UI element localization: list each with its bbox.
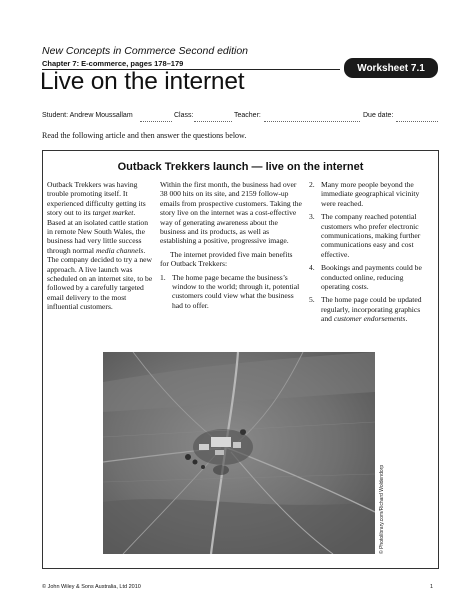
chapter-reference: Chapter 7: E-commerce, pages 178–179 [42, 59, 184, 68]
article-title: Outback Trekkers launch — live on the internet [117, 161, 364, 173]
due-date-field-line[interactable] [396, 121, 438, 122]
class-field-line[interactable] [194, 121, 232, 122]
student-field-line[interactable] [140, 121, 172, 122]
due-date-field-label: Due date: [363, 112, 394, 119]
article-column-2 [160, 180, 302, 314]
paragraph: Within the first month, the business had over 38 000 hits on its site, and 2159 follow-up emails from prospective customers. Taking the story live on the internet was a cost-effective way of generating awareness about the business and its products, as well as establishing a positive, progressive image. [160, 180, 302, 246]
teacher-field-label: Teacher: [234, 112, 261, 119]
student-details-row [42, 112, 438, 124]
article-column-3 [309, 180, 433, 328]
series-title: New Concepts in Commerce Second edition [42, 45, 249, 57]
aerial-photo-cattle-station [103, 352, 375, 554]
footer-copyright: © John Wiley & Sons Australia, Ltd 2010 [42, 584, 141, 590]
student-field-label: Student: Andrew Moussallam [42, 112, 133, 119]
paragraph: The internet provided five main benefits for Outback Trekkers: [160, 249, 293, 269]
worksheet-badge: Worksheet 7.1 [344, 58, 438, 78]
class-field-label: Class: [174, 112, 194, 119]
list-item: 4. Bookings and payments could be conducted online, reducing operating costs. [309, 263, 422, 292]
teacher-field-line[interactable] [264, 121, 360, 122]
instructions: Read the following article and then answer the questions below. [42, 131, 247, 140]
page-number: 1 [430, 584, 434, 590]
list-item: 1. The home page became the business’s window to the world; through it, potential customers could view what the business had to offer. [160, 272, 300, 310]
paragraph: Outback Trekkers was having trouble promoting itself. It experienced difficulty getting its story out to its target market. Based at an isolated cattle station in remote New South Wales, the business had very little success through normal media channels. The company decided to try a new approach. A live launch was scheduled on an internet site, to be followed by a carefully targeted email delivery to the most influential customers. [47, 180, 153, 312]
list-item: 5. The home page could be updated regularly, incorporating graphics and customer endorsements. [309, 295, 422, 324]
list-item: 2. Many more people beyond the immediate geographical vicinity were reached. [309, 180, 420, 208]
article-column-1 [47, 180, 155, 316]
list-item: 3. The company reached potential customers who prefer electronic communications, making further communications easy and cost effective. [309, 212, 421, 259]
page-title: Live on the internet [40, 68, 245, 95]
photo-credit: © Photolibrary.com/Richard Woldendorp [379, 464, 385, 554]
